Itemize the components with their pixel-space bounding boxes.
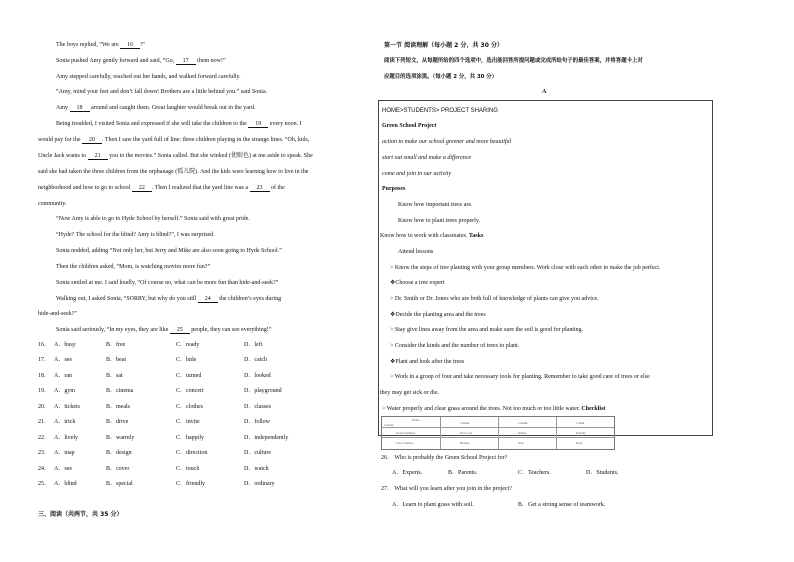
passage-line: Sonia smiled at me. I said loudly, “Of course no, what can be more fun than hide-and-seek?” bbox=[56, 280, 279, 286]
option-c[interactable]: C．ready bbox=[176, 342, 200, 348]
blank-25[interactable]: 25 bbox=[170, 327, 190, 334]
option-c[interactable]: C．touch bbox=[176, 466, 200, 472]
option-b[interactable]: B．Parents. bbox=[448, 470, 478, 476]
task-line: > Work in a group of four and take necessary tools for planting. Remember to take good care of trees or else bbox=[390, 374, 650, 380]
option-c[interactable]: C．clothes bbox=[176, 404, 203, 410]
purposes-heading: Purposes bbox=[382, 186, 406, 192]
option-c[interactable]: C．direction bbox=[176, 450, 208, 456]
passage-line: Amy 18 around and caught them. Great laughter would break out in the yard. bbox=[56, 105, 256, 111]
passage-line: Being troubled, I visited Sonia and expressed if she will take the children to the 19 every noon. I bbox=[56, 121, 302, 127]
passage-line: Sonia said seriously, “In my eyes, they are like 25 people, they can see everything!” bbox=[56, 327, 272, 333]
question-26: 26． Who is probably the Green School Project for? bbox=[381, 455, 508, 461]
option-b[interactable]: B．Get a strong sense of teamwork. bbox=[518, 502, 606, 508]
option-a[interactable]: A．Learn to plant grass with soil. bbox=[392, 502, 474, 508]
question-27: 27． What will you learn after you join in the project? bbox=[381, 486, 512, 492]
diamond-bullet-icon: ❖ bbox=[390, 359, 396, 365]
option-a[interactable]: A．blind bbox=[54, 481, 77, 487]
option-b[interactable]: B．drive bbox=[106, 419, 129, 425]
table-cell: Others bbox=[518, 431, 526, 435]
task-line: > Know the steps of tree planting with your group members. Work close with each other to make the job perfect. bbox=[390, 265, 661, 271]
option-c[interactable]: C．concert bbox=[176, 388, 204, 394]
option-b[interactable]: B．special bbox=[106, 481, 133, 487]
option-d[interactable]: D．left bbox=[244, 342, 263, 348]
tasks-heading: Tasks bbox=[468, 233, 484, 239]
option-b[interactable]: B．cinema bbox=[106, 388, 134, 394]
option-c[interactable]: C．hide bbox=[176, 357, 197, 363]
option-c[interactable]: C．invite bbox=[176, 419, 200, 425]
option-b[interactable]: B．cover bbox=[106, 466, 130, 472]
section-three-heading: 三、阅读（共两节，共 35 分） bbox=[38, 511, 123, 518]
option-b[interactable]: B．sat bbox=[106, 373, 123, 379]
passage-line: said she had taken the three children from the orphanage (孤儿院). And the kids were learning how to live in the bbox=[38, 169, 309, 175]
option-b[interactable]: B．meals bbox=[106, 404, 130, 410]
table-cell: Dead bbox=[576, 441, 583, 445]
instructions-line-1: 阅读下列短文，从每题所给的四个选项中，选出能回答所提问题或完成所给句子的最佳答案，并将答题卡上对 bbox=[384, 58, 643, 64]
slogan: action to make our school greener and more beautiful bbox=[382, 139, 512, 145]
option-a[interactable]: A．gym bbox=[54, 388, 76, 394]
task-line: > Water properly and clear grass around the trees. Not too much or too little water. Checklist bbox=[382, 406, 606, 412]
blank-19[interactable]: 19 bbox=[248, 121, 268, 128]
option-a[interactable]: A．ran bbox=[54, 373, 72, 379]
option-b[interactable]: B．warmly bbox=[106, 435, 135, 441]
table-cell: Group members bbox=[396, 431, 416, 435]
table-header: 2 marks bbox=[518, 421, 528, 425]
option-c[interactable]: C．happily bbox=[176, 435, 204, 441]
option-a[interactable]: A．tickets bbox=[54, 404, 80, 410]
option-a[interactable]: A．see bbox=[54, 357, 72, 363]
passage-line: community. bbox=[38, 201, 67, 207]
section-title: 第一节 阅读理解（每小题 2 分，共 30 分） bbox=[384, 42, 503, 49]
slogan: start out small and make a difference bbox=[382, 155, 472, 161]
table-header: 3 marks bbox=[460, 421, 470, 425]
blank-17[interactable]: 17 bbox=[176, 58, 196, 65]
table-cell: Healthy bbox=[460, 441, 470, 445]
option-d[interactable]: D．playground bbox=[244, 388, 282, 394]
passage-line: “Now Amy is able to go to Hyde School by herself.” Sonia said with great pride. bbox=[56, 216, 250, 222]
option-d[interactable]: D．Students. bbox=[586, 470, 619, 476]
breadcrumb[interactable]: HOME>STUDENTS> PROJECT SHARING bbox=[382, 108, 498, 114]
option-d[interactable]: D．catch bbox=[244, 357, 267, 363]
instructions-line-2: 应题目的选项涂黑。（每小题 2 分，共 30 分） bbox=[384, 74, 498, 80]
table-header: 1 mark bbox=[576, 421, 585, 425]
task-line: ❖Plant and look after the trees bbox=[390, 359, 465, 365]
option-c[interactable]: C．friendly bbox=[176, 481, 205, 487]
option-b[interactable]: B．beat bbox=[106, 357, 126, 363]
table-header: Content bbox=[384, 423, 394, 427]
option-d[interactable]: D．looked bbox=[244, 373, 271, 379]
task-line: > Stay give lines away from the area and make sure the soil is good for planting. bbox=[390, 327, 584, 333]
passage-line: Then the children asked, “Mom, is watching movies more fun?” bbox=[56, 264, 211, 270]
option-a[interactable]: A．see bbox=[54, 466, 72, 472]
purpose-item: Know how important trees are. bbox=[398, 202, 473, 208]
slogan: come and join in our activity bbox=[382, 171, 452, 177]
task-line: ❖Decide the planting area and the trees bbox=[390, 312, 486, 318]
option-b[interactable]: B．free bbox=[106, 342, 126, 348]
passage-line: neighborhood and how to go to school 22 . Then I realized that the yard line was a 23 of the bbox=[38, 185, 285, 191]
purpose-item: Know how to plant trees properly. bbox=[398, 218, 480, 224]
purpose-item: Know how to work with classmates. Tasks bbox=[380, 233, 484, 239]
blank-23[interactable]: 23 bbox=[250, 185, 270, 192]
option-d[interactable]: D．ordinary bbox=[244, 481, 275, 487]
passage-line: hide-and-seek?” bbox=[38, 311, 77, 317]
task-attend-lessons: Attend lessons bbox=[398, 249, 434, 255]
option-a[interactable]: A．trick bbox=[54, 419, 76, 425]
checklist-table bbox=[381, 416, 615, 450]
project-box bbox=[378, 100, 713, 445]
option-c[interactable]: C．turned bbox=[176, 373, 202, 379]
option-a[interactable]: A．map bbox=[54, 450, 75, 456]
diamond-bullet-icon: ❖ bbox=[390, 280, 396, 286]
passage-line: Sonia pushed Amy gently forward and said, “Go, 17 them now!” bbox=[56, 58, 226, 64]
passage-line: Uncle Jack wants to 21 you to the movies.” Sonia called. But she winked (使眼色) at me aside to speak. She bbox=[38, 153, 313, 159]
passage-line: “Amy, mind your feet and don’t fall down! Brothers are a little behind you.” said Sonia. bbox=[56, 89, 268, 95]
task-line: they may get sick or die. bbox=[380, 390, 439, 396]
passage-line: The boys replied, “We are 16 !” bbox=[56, 42, 145, 48]
blank-16[interactable]: 16 bbox=[120, 42, 140, 49]
passage-line: Sonia nodded, adding “Not only her, but Jerry and Mike are also soon going to Hyde School.” bbox=[56, 248, 282, 254]
passage-label: A bbox=[542, 89, 547, 95]
passage-line: Amy stepped carefully, reached out her hands, and walked forward carefully. bbox=[56, 74, 241, 80]
blank-22[interactable]: 22 bbox=[132, 185, 152, 192]
option-c[interactable]: C．Teachers. bbox=[518, 470, 551, 476]
task-line: > Consider the kinds and the number of trees to plant. bbox=[390, 343, 520, 349]
passage-line: Walking out, I asked Sonia, “SORRY, but why do you still 24 the children’s eyes during bbox=[56, 296, 282, 302]
task-line: ❖Choose a tree expert bbox=[390, 280, 445, 286]
table-cell: Nobody bbox=[576, 431, 586, 435]
table-cell: Sick bbox=[518, 441, 524, 445]
blank-21[interactable]: 21 bbox=[88, 153, 108, 160]
blank-24[interactable]: 24 bbox=[198, 296, 218, 303]
option-a[interactable]: A．lively bbox=[54, 435, 78, 441]
option-b[interactable]: B．design bbox=[106, 450, 132, 456]
passage-line: would pay for the 20 . Then I saw the yard full of line: three children playing in the strange lines. “Oh, kids, bbox=[38, 137, 310, 143]
passage-line: “Hyde? The school for the blind? Amy is blind?”, I was surprised. bbox=[56, 232, 215, 238]
option-d[interactable]: D．independently bbox=[244, 435, 289, 441]
task-line: > Dr. Smith or Dr. Jones who are both full of knowledge of plants can give you advice. bbox=[390, 296, 599, 302]
project-title: Green School Project bbox=[382, 123, 437, 129]
option-a[interactable]: A．Experts. bbox=[392, 470, 423, 476]
blank-18[interactable]: 18 bbox=[70, 105, 90, 112]
table-header: Points bbox=[412, 418, 420, 422]
option-a[interactable]: A．busy bbox=[54, 342, 76, 348]
option-d[interactable]: D．culture bbox=[244, 450, 271, 456]
blank-20[interactable]: 20 bbox=[82, 137, 102, 144]
table-cell: Every one bbox=[460, 431, 473, 435]
option-d[interactable]: D．watch bbox=[244, 466, 269, 472]
table-cell: Tree condition bbox=[396, 441, 414, 445]
option-d[interactable]: D．follow bbox=[244, 419, 270, 425]
checklist-heading: Checklist bbox=[581, 406, 606, 412]
option-d[interactable]: D．classes bbox=[244, 404, 271, 410]
diamond-bullet-icon: ❖ bbox=[390, 312, 396, 318]
